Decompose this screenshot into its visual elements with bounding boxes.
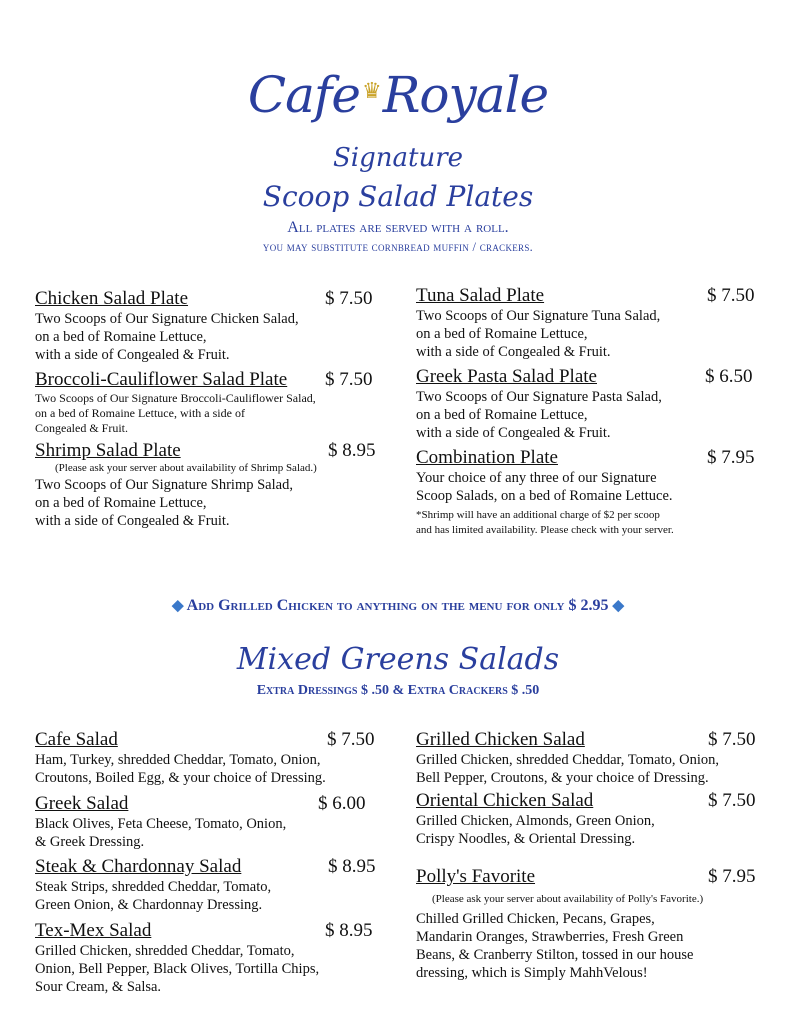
menu-item-description: Black Olives, Feta Cheese, Tomato, Onion, & Greek Dressing.: [35, 816, 287, 850]
menu-item-price: $ 6.50: [705, 366, 753, 387]
menu-item-price: $ 7.95: [708, 866, 756, 887]
menu-item-name: Oriental Chicken Salad: [416, 790, 594, 811]
menu-item-name: Polly's Favorite: [416, 866, 536, 887]
crown-icon: ♛: [362, 79, 381, 104]
menu-item-description: Two Scoops of Our Signature Pasta Salad, on a bed of Romaine Lettuce, with a side of Congealed & Fruit.: [416, 389, 662, 441]
menu-item-description: Your choice of any three of our Signature Scoop Salads, on a bed of Romaine Lettuce.: [416, 470, 673, 504]
brand-logo: [0, 66, 796, 124]
menu-item-price: $ 7.50: [325, 369, 373, 390]
page-title: Scoop Salad Plates: [262, 180, 534, 213]
menu-item-description: Two Scoops of Our Signature Chicken Salad, on a bed of Romaine Lettuce, with a side of Congealed & Fruit.: [35, 311, 299, 363]
menu-item-name: Cafe Salad: [35, 729, 118, 750]
menu-item-description: Grilled Chicken, shredded Cheddar, Tomato, Onion, Bell Pepper, Croutons, & your choice of Dressing.: [416, 752, 719, 786]
menu-item-description: Ham, Turkey, shredded Cheddar, Tomato, Onion, Croutons, Boiled Egg, & your choice of Dressing.: [35, 752, 326, 786]
menu-item-description: Two Scoops of Our Signature Shrimp Salad, on a bed of Romaine Lettuce, with a side of Congealed & Fruit.: [35, 477, 293, 529]
menu-item-name: Combination Plate: [416, 447, 558, 468]
menu-item-name: Broccoli-Cauliflower Salad Plate: [35, 369, 288, 390]
menu-item-price: $ 7.50: [327, 729, 375, 750]
menu-item-description: Steak Strips, shredded Cheddar, Tomato, Green Onion, & Chardonnay Dressing.: [35, 879, 272, 913]
menu-item-description: Two Scoops of Our Signature Broccoli-Cauliflower Salad, on a bed of Romaine Lettuce, with a side of Congealed & Fruit.: [35, 391, 316, 435]
diamond-icon: ◆: [612, 598, 624, 614]
menu-item-price: $ 8.95: [325, 920, 373, 941]
roll-note: All plates are served with a roll.: [287, 219, 509, 236]
availability-note: (Please ask your server about availability of Shrimp Salad.): [55, 462, 317, 474]
menu-item-description: Grilled Chicken, Almonds, Green Onion, Crispy Noodles, & Oriental Dressing.: [416, 813, 655, 847]
menu-item-description: Grilled Chicken, shredded Cheddar, Tomato, Onion, Bell Pepper, Black Olives, Tortilla Chips, Sour Cream, & Salsa.: [35, 943, 320, 995]
menu-item-description: Chilled Grilled Chicken, Pecans, Grapes, Mandarin Oranges, Strawberries, Fresh Green Beans, & Cranberry Stilton, tossed in our house dressing, which is Simply MahhVelous!: [416, 911, 694, 981]
grilled-chicken-promo: [0, 596, 796, 615]
diamond-icon: ◆: [172, 598, 184, 614]
promo-text: Add Grilled Chicken to anything on the menu for only $ 2.95: [186, 597, 609, 614]
menu-item-name: Tuna Salad Plate: [416, 285, 545, 306]
menu-item-price: $ 8.95: [328, 856, 376, 877]
menu-item-name: Shrimp Salad Plate: [35, 440, 181, 461]
menu-item-price: $ 8.95: [328, 440, 376, 461]
menu-item-price: $ 7.50: [708, 729, 756, 750]
menu-item-name: Chicken Salad Plate: [35, 288, 189, 309]
menu-item-price: $ 7.95: [707, 447, 755, 468]
menu-item-name: Tex-Mex Salad: [35, 920, 152, 941]
menu-item-name: Greek Pasta Salad Plate: [416, 366, 597, 387]
substitute-note: you may substitute cornbread muffin / crackers.: [262, 240, 534, 254]
extras-pricing: Extra Dressings $ .50 & Extra Crackers $ .50: [256, 683, 540, 698]
menu-item-description: Two Scoops of Our Signature Tuna Salad, on a bed of Romaine Lettuce, with a side of Congealed & Fruit.: [416, 308, 661, 360]
menu-item-price: $ 6.00: [318, 793, 366, 814]
menu-item-name: Steak & Chardonnay Salad: [35, 856, 242, 877]
section-title: Mixed Greens Salads: [236, 642, 560, 677]
availability-note: (Please ask your server about availability of Polly's Favorite.): [432, 893, 704, 905]
brand-word-right: Royale: [382, 66, 549, 124]
menu-item-name: Greek Salad: [35, 793, 129, 814]
menu-item-price: $ 7.50: [708, 790, 756, 811]
menu-item-price: $ 7.50: [325, 288, 373, 309]
brand-word-left: Cafe: [247, 66, 361, 124]
subtitle-signature: Signature: [332, 143, 464, 173]
shrimp-surcharge-note: *Shrimp will have an additional charge of $2 per scoop and has limited availability. Please check with your server.: [416, 509, 674, 536]
menu-item-name: Grilled Chicken Salad: [416, 729, 585, 750]
menu-item-price: $ 7.50: [707, 285, 755, 306]
